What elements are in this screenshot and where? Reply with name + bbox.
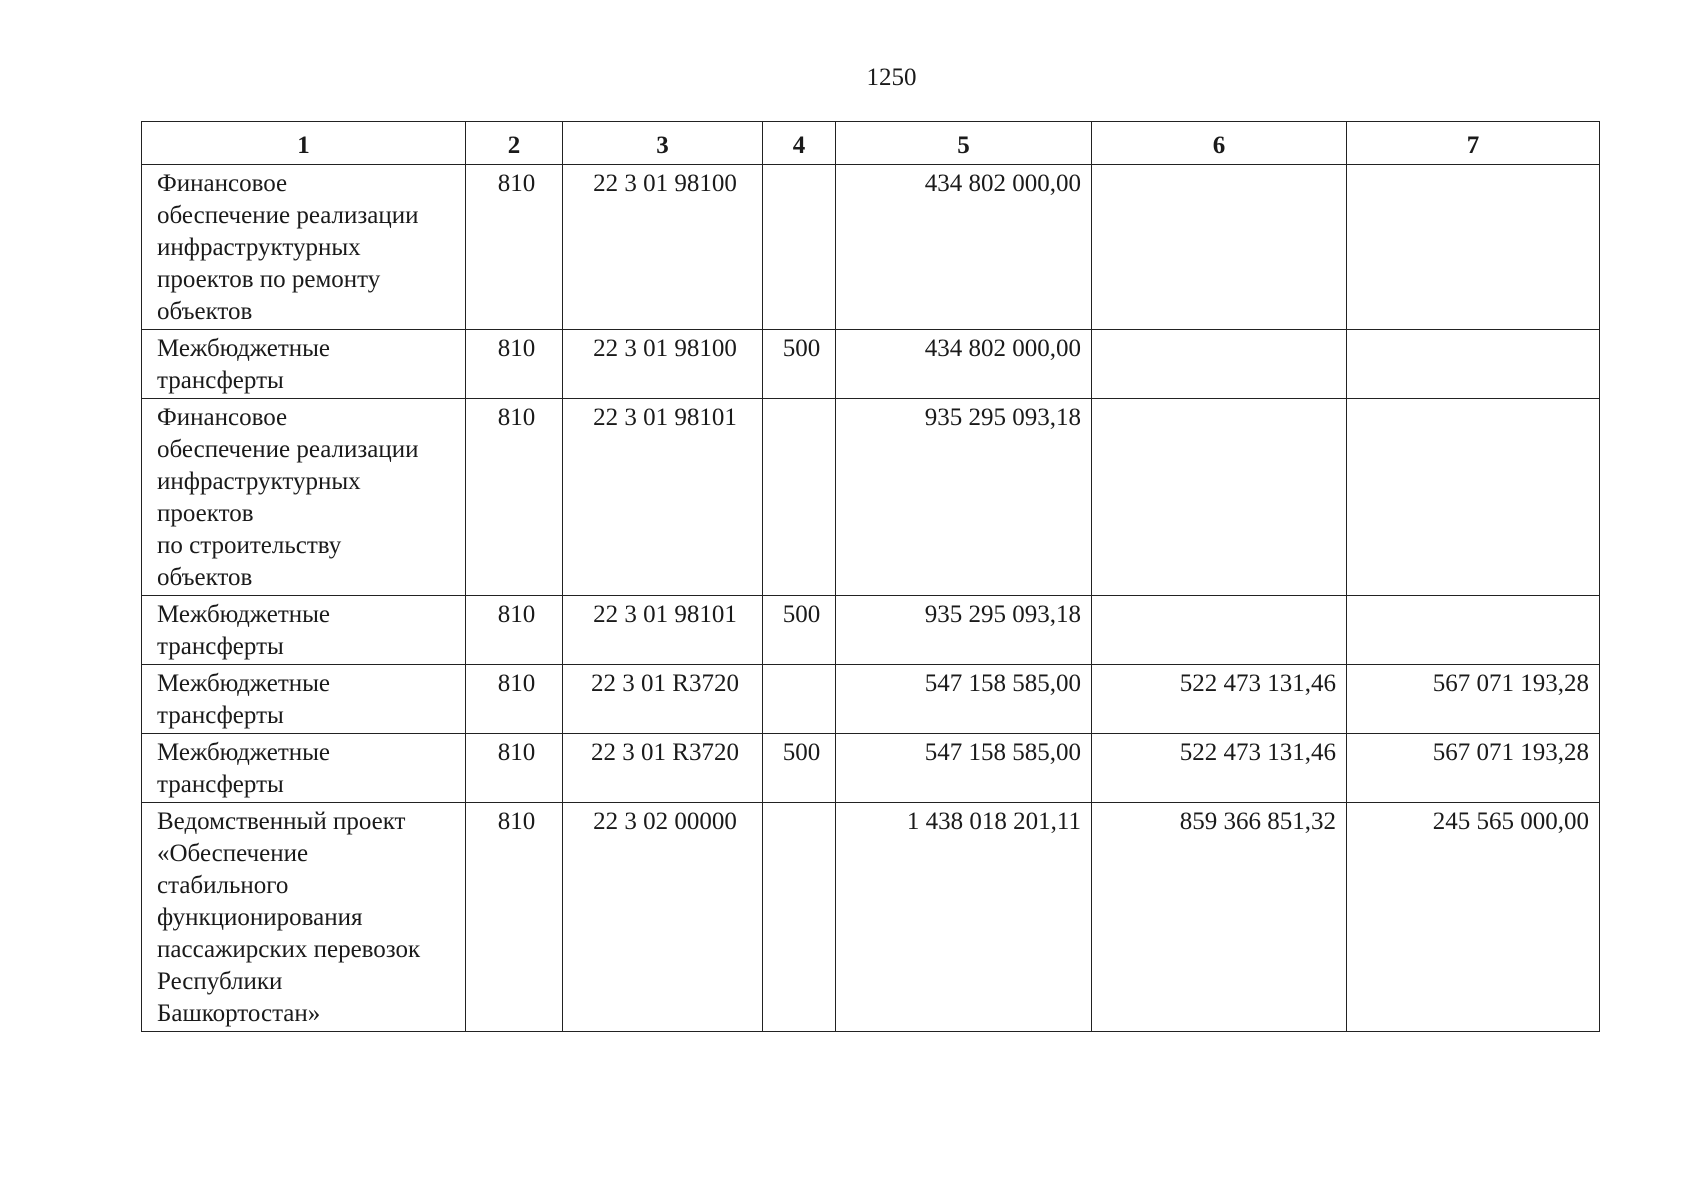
- row-name-line: «Обеспечение: [157, 840, 309, 867]
- amount-col7-cell: 567 071 193,28: [1347, 734, 1600, 803]
- page-number: 1250: [866, 64, 917, 91]
- row-name-line: Ведомственный проект: [157, 808, 406, 835]
- row-name-line: трансферты: [157, 702, 284, 729]
- column-header-4: 4: [763, 122, 836, 165]
- amount-col7-cell: [1347, 399, 1600, 596]
- row-name-cell: [142, 665, 466, 734]
- target-article-cell: 22 3 01 98100: [563, 165, 763, 330]
- row-name-cell: [142, 330, 466, 399]
- table-row: [142, 803, 1600, 1032]
- row-name-line: Межбюджетные: [157, 739, 331, 766]
- expense-type-cell: [763, 165, 836, 330]
- row-name-cell: [142, 734, 466, 803]
- amount-col6-cell: [1092, 330, 1347, 399]
- row-name-line: Межбюджетные: [157, 670, 331, 697]
- department-code-cell: 810: [466, 734, 563, 803]
- budget-table: [141, 121, 1600, 1032]
- amount-col5-cell: 434 802 000,00: [836, 165, 1092, 330]
- row-name-line: трансферты: [157, 633, 284, 660]
- amount-col6-cell: [1092, 596, 1347, 665]
- row-name-line: Межбюджетные: [157, 601, 331, 628]
- row-name-line: стабильного: [157, 872, 289, 899]
- table-body: [142, 165, 1600, 1032]
- target-article-cell: 22 3 01 R3720: [563, 734, 763, 803]
- department-code-cell: 810: [466, 596, 563, 665]
- row-name-line: трансферты: [157, 771, 284, 798]
- row-name-line: объектов: [157, 564, 253, 591]
- column-header-3: 3: [563, 122, 763, 165]
- expense-type-cell: 500: [763, 596, 836, 665]
- row-name-line: Республики: [157, 968, 283, 995]
- column-header-6: 6: [1092, 122, 1347, 165]
- amount-col7-cell: 245 565 000,00: [1347, 803, 1600, 1032]
- expense-type-cell: 500: [763, 330, 836, 399]
- department-code-cell: 810: [466, 665, 563, 734]
- row-name-line: Межбюджетные: [157, 335, 331, 362]
- department-code-cell: 810: [466, 803, 563, 1032]
- row-name-line: Финансовое: [157, 170, 288, 197]
- amount-col7-cell: [1347, 596, 1600, 665]
- amount-col5-cell: 547 158 585,00: [836, 665, 1092, 734]
- amount-col7-cell: [1347, 330, 1600, 399]
- row-name-line: инфраструктурных: [157, 234, 361, 261]
- expense-type-cell: 500: [763, 734, 836, 803]
- table-row: [142, 399, 1600, 596]
- amount-col7-cell: 567 071 193,28: [1347, 665, 1600, 734]
- column-header-1: 1: [142, 122, 466, 165]
- target-article-cell: 22 3 01 98100: [563, 330, 763, 399]
- amount-col6-cell: 522 473 131,46: [1092, 734, 1347, 803]
- amount-col5-cell: 1 438 018 201,11: [836, 803, 1092, 1032]
- table-row: [142, 734, 1600, 803]
- row-name-line: инфраструктурных: [157, 468, 361, 495]
- table-row: [142, 165, 1600, 330]
- table-row: [142, 596, 1600, 665]
- row-name-line: пассажирских перевозок: [157, 936, 421, 963]
- amount-col5-cell: 547 158 585,00: [836, 734, 1092, 803]
- amount-col6-cell: [1092, 165, 1347, 330]
- amount-col5-cell: 935 295 093,18: [836, 399, 1092, 596]
- row-name-line: Башкортостан»: [157, 1000, 321, 1027]
- amount-col6-cell: [1092, 399, 1347, 596]
- table-row: [142, 665, 1600, 734]
- target-article-cell: 22 3 01 98101: [563, 399, 763, 596]
- row-name-line: проектов по ремонту: [157, 266, 381, 293]
- row-name-line: проектов: [157, 500, 254, 527]
- expense-type-cell: [763, 803, 836, 1032]
- row-name-cell: [142, 165, 466, 330]
- column-header-7: 7: [1347, 122, 1600, 165]
- row-name-cell: [142, 596, 466, 665]
- table-row: [142, 330, 1600, 399]
- department-code-cell: 810: [466, 399, 563, 596]
- target-article-cell: 22 3 02 00000: [563, 803, 763, 1032]
- row-name-line: объектов: [157, 298, 253, 325]
- amount-col5-cell: 434 802 000,00: [836, 330, 1092, 399]
- expense-type-cell: [763, 399, 836, 596]
- column-header-2: 2: [466, 122, 563, 165]
- target-article-cell: 22 3 01 98101: [563, 596, 763, 665]
- row-name-line: по строительству: [157, 532, 342, 559]
- expense-type-cell: [763, 665, 836, 734]
- department-code-cell: 810: [466, 165, 563, 330]
- row-name-cell: [142, 399, 466, 596]
- amount-col6-cell: 859 366 851,32: [1092, 803, 1347, 1032]
- column-header-5: 5: [836, 122, 1092, 165]
- row-name-line: трансферты: [157, 367, 284, 394]
- amount-col5-cell: 935 295 093,18: [836, 596, 1092, 665]
- target-article-cell: 22 3 01 R3720: [563, 665, 763, 734]
- row-name-cell: [142, 803, 466, 1032]
- amount-col6-cell: 522 473 131,46: [1092, 665, 1347, 734]
- row-name-line: обеспечение реализации: [157, 202, 419, 229]
- row-name-line: обеспечение реализации: [157, 436, 419, 463]
- table-header-row: [142, 122, 1600, 165]
- amount-col7-cell: [1347, 165, 1600, 330]
- row-name-line: Финансовое: [157, 404, 288, 431]
- row-name-line: функционирования: [157, 904, 363, 931]
- department-code-cell: 810: [466, 330, 563, 399]
